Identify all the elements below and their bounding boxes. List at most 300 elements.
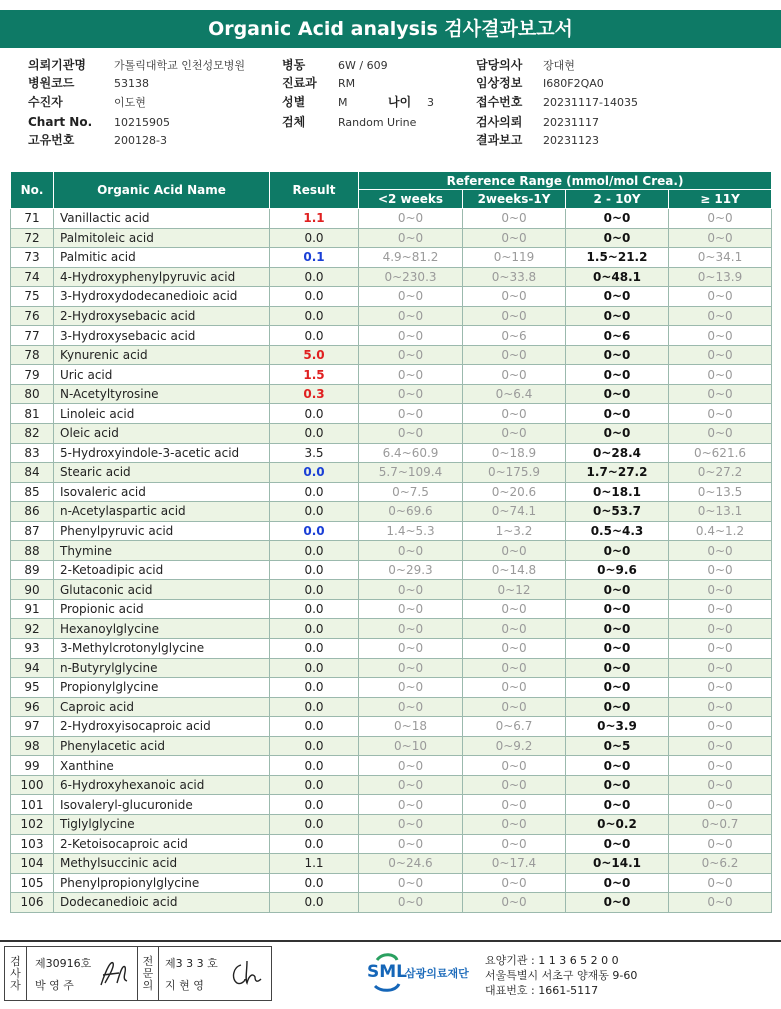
footer-divider bbox=[0, 940, 781, 942]
row-no: 102 bbox=[11, 814, 54, 834]
row-ref-2-10y: 1.7~27.2 bbox=[566, 463, 669, 483]
row-result bbox=[270, 795, 359, 815]
specialist-license: 제3 3 3 호 bbox=[165, 957, 218, 970]
row-result bbox=[270, 248, 359, 268]
row-ref-11y: 0~0 bbox=[669, 306, 772, 326]
row-name: Kynurenic acid bbox=[54, 345, 270, 365]
row-ref-2-10y: 0~0 bbox=[566, 893, 669, 913]
result-value: 0.0 bbox=[304, 836, 324, 851]
table-row bbox=[11, 228, 772, 248]
vlabel-char: 전 bbox=[142, 954, 154, 968]
institution-address: 서울특별시 서초구 양재동 9-60 bbox=[485, 969, 638, 982]
row-ref-2w-1y: 0~0 bbox=[463, 873, 566, 893]
clinical-label: 임상정보 bbox=[476, 76, 523, 90]
row-ref-under-2w: 0~29.3 bbox=[359, 560, 463, 580]
row-result bbox=[270, 580, 359, 600]
row-name: Dodecanedioic acid bbox=[54, 893, 270, 913]
row-ref-2w-1y: 0~0 bbox=[463, 209, 566, 229]
row-ref-2w-1y: 0~17.4 bbox=[463, 854, 566, 874]
row-ref-2w-1y: 0~0 bbox=[463, 795, 566, 815]
specimen-label: 검체 bbox=[282, 115, 306, 129]
row-ref-under-2w: 0~0 bbox=[359, 365, 463, 385]
row-result bbox=[270, 326, 359, 346]
row-result bbox=[270, 619, 359, 639]
row-ref-2w-1y: 0~0 bbox=[463, 639, 566, 659]
row-ref-2w-1y: 0~0 bbox=[463, 619, 566, 639]
row-name: Phenylpyruvic acid bbox=[54, 521, 270, 541]
row-ref-under-2w: 0~0 bbox=[359, 834, 463, 854]
row-ref-2-10y: 0~5 bbox=[566, 736, 669, 756]
row-ref-11y: 0~0 bbox=[669, 736, 772, 756]
row-ref-11y: 0~0 bbox=[669, 678, 772, 698]
row-ref-under-2w: 0~0 bbox=[359, 599, 463, 619]
inspector-vlabel bbox=[5, 947, 27, 1000]
result-value: 0.0 bbox=[304, 817, 324, 832]
table-row bbox=[11, 502, 772, 522]
row-name: Phenylpropionylglycine bbox=[54, 873, 270, 893]
row-result bbox=[270, 365, 359, 385]
row-ref-11y: 0~13.1 bbox=[669, 502, 772, 522]
table-row bbox=[11, 658, 772, 678]
row-no: 98 bbox=[11, 736, 54, 756]
row-ref-2w-1y: 0~12 bbox=[463, 580, 566, 600]
sex-value: M bbox=[338, 96, 348, 109]
table-row bbox=[11, 717, 772, 737]
row-no: 92 bbox=[11, 619, 54, 639]
row-name: Caproic acid bbox=[54, 697, 270, 717]
table-row bbox=[11, 678, 772, 698]
inspector-license: 제30916호 bbox=[35, 957, 92, 970]
result-value: 0.0 bbox=[304, 699, 324, 714]
row-ref-2-10y: 0.5~4.3 bbox=[566, 521, 669, 541]
row-ref-2-10y: 1.5~21.2 bbox=[566, 248, 669, 268]
row-result bbox=[270, 756, 359, 776]
row-ref-2-10y: 0~0 bbox=[566, 306, 669, 326]
row-name: 3-Hydroxysebacic acid bbox=[54, 326, 270, 346]
row-ref-2-10y: 0~0 bbox=[566, 756, 669, 776]
clinical-value: I680F2QA0 bbox=[543, 77, 604, 90]
row-result bbox=[270, 873, 359, 893]
row-ref-11y: 0~27.2 bbox=[669, 463, 772, 483]
row-ref-11y: 0~0 bbox=[669, 893, 772, 913]
row-ref-2w-1y: 0~0 bbox=[463, 345, 566, 365]
row-result bbox=[270, 560, 359, 580]
table-row bbox=[11, 775, 772, 795]
row-result bbox=[270, 345, 359, 365]
row-result bbox=[270, 678, 359, 698]
row-result bbox=[270, 814, 359, 834]
col-ref-under-2w: <2 weeks bbox=[359, 190, 463, 209]
institution-code: 요양기관 : 1 1 3 6 5 2 0 0 bbox=[485, 954, 619, 967]
row-result bbox=[270, 463, 359, 483]
row-ref-under-2w: 0~0 bbox=[359, 541, 463, 561]
row-ref-11y: 0~0 bbox=[669, 697, 772, 717]
doctor-value: 장대현 bbox=[543, 59, 575, 72]
table-row bbox=[11, 873, 772, 893]
col-ref-header: Reference Range (mmol/mol Crea.) bbox=[359, 172, 772, 190]
row-ref-2w-1y: 0~18.9 bbox=[463, 443, 566, 463]
row-ref-2-10y: 0~0 bbox=[566, 658, 669, 678]
row-no: 96 bbox=[11, 697, 54, 717]
table-row bbox=[11, 639, 772, 659]
table-row bbox=[11, 619, 772, 639]
row-result bbox=[270, 541, 359, 561]
row-no: 77 bbox=[11, 326, 54, 346]
row-ref-11y: 0~0 bbox=[669, 775, 772, 795]
row-name: Palmitic acid bbox=[54, 248, 270, 268]
row-ref-11y: 0~0 bbox=[669, 384, 772, 404]
row-name: Vanillactic acid bbox=[54, 209, 270, 229]
result-value: 0.0 bbox=[304, 230, 324, 245]
row-ref-2-10y: 0~0 bbox=[566, 424, 669, 444]
row-ref-2w-1y: 0~74.1 bbox=[463, 502, 566, 522]
vlabel-char: 문 bbox=[142, 966, 154, 980]
row-ref-under-2w: 4.9~81.2 bbox=[359, 248, 463, 268]
row-ref-2w-1y: 0~33.8 bbox=[463, 267, 566, 287]
table-row bbox=[11, 482, 772, 502]
row-name: 2-Hydroxysebacic acid bbox=[54, 306, 270, 326]
row-ref-under-2w: 0~0 bbox=[359, 795, 463, 815]
row-ref-under-2w: 0~0 bbox=[359, 639, 463, 659]
row-ref-11y: 0~0 bbox=[669, 209, 772, 229]
row-no: 75 bbox=[11, 287, 54, 307]
hospital-value: 가톨릭대학교 인천성모병원 bbox=[114, 59, 246, 72]
row-ref-2-10y: 0~18.1 bbox=[566, 482, 669, 502]
row-ref-2w-1y: 1~3.2 bbox=[463, 521, 566, 541]
table-row bbox=[11, 287, 772, 307]
result-value: 0.0 bbox=[304, 269, 324, 284]
row-ref-2w-1y: 0~175.9 bbox=[463, 463, 566, 483]
table-row bbox=[11, 795, 772, 815]
result-value: 3.5 bbox=[304, 445, 324, 460]
row-result bbox=[270, 228, 359, 248]
table-row bbox=[11, 736, 772, 756]
table-row bbox=[11, 345, 772, 365]
row-ref-under-2w: 0~7.5 bbox=[359, 482, 463, 502]
row-ref-under-2w: 0~69.6 bbox=[359, 502, 463, 522]
row-ref-under-2w: 0~0 bbox=[359, 756, 463, 776]
row-ref-11y: 0~621.6 bbox=[669, 443, 772, 463]
row-result bbox=[270, 697, 359, 717]
row-result bbox=[270, 482, 359, 502]
row-no: 104 bbox=[11, 854, 54, 874]
row-ref-2-10y: 0~0 bbox=[566, 678, 669, 698]
row-ref-2-10y: 0~0 bbox=[566, 639, 669, 659]
row-no: 87 bbox=[11, 521, 54, 541]
row-name: Methylsuccinic acid bbox=[54, 854, 270, 874]
row-ref-under-2w: 0~0 bbox=[359, 893, 463, 913]
age-label: 나이 bbox=[388, 95, 412, 109]
dept-label: 진료과 bbox=[282, 76, 317, 90]
inspector-name: 박 영 주 bbox=[35, 979, 74, 992]
row-ref-2-10y: 0~3.9 bbox=[566, 717, 669, 737]
row-ref-2-10y: 0~0 bbox=[566, 599, 669, 619]
row-ref-2w-1y: 0~0 bbox=[463, 756, 566, 776]
row-ref-11y: 0~0 bbox=[669, 639, 772, 659]
row-ref-2w-1y: 0~0 bbox=[463, 775, 566, 795]
row-ref-under-2w: 5.7~109.4 bbox=[359, 463, 463, 483]
row-no: 83 bbox=[11, 443, 54, 463]
row-ref-11y: 0~0 bbox=[669, 404, 772, 424]
row-ref-2-10y: 0~0 bbox=[566, 404, 669, 424]
result-value: 1.1 bbox=[304, 856, 324, 871]
doctor-label: 담당의사 bbox=[476, 58, 523, 72]
row-no: 86 bbox=[11, 502, 54, 522]
sex-label: 성별 bbox=[282, 95, 306, 109]
row-ref-2w-1y: 0~0 bbox=[463, 306, 566, 326]
row-ref-2w-1y: 0~6 bbox=[463, 326, 566, 346]
row-ref-under-2w: 0~18 bbox=[359, 717, 463, 737]
table-row bbox=[11, 404, 772, 424]
row-result bbox=[270, 658, 359, 678]
row-no: 101 bbox=[11, 795, 54, 815]
row-ref-under-2w: 0~0 bbox=[359, 619, 463, 639]
row-name: n-Butyrylglycine bbox=[54, 658, 270, 678]
row-result bbox=[270, 736, 359, 756]
row-name: 6-Hydroxyhexanoic acid bbox=[54, 775, 270, 795]
result-value: 0.0 bbox=[304, 289, 324, 304]
result-value: 0.0 bbox=[304, 582, 324, 597]
row-no: 106 bbox=[11, 893, 54, 913]
row-ref-under-2w: 6.4~60.9 bbox=[359, 443, 463, 463]
table-row bbox=[11, 248, 772, 268]
row-result bbox=[270, 854, 359, 874]
row-no: 80 bbox=[11, 384, 54, 404]
row-result bbox=[270, 443, 359, 463]
row-no: 72 bbox=[11, 228, 54, 248]
row-ref-2-10y: 0~0 bbox=[566, 345, 669, 365]
org-name: 삼광의료재단 bbox=[405, 967, 469, 980]
result-value: 0.0 bbox=[304, 778, 324, 793]
row-ref-2-10y: 0~6 bbox=[566, 326, 669, 346]
reception-label: 접수번호 bbox=[476, 95, 523, 109]
row-ref-2-10y: 0~0 bbox=[566, 873, 669, 893]
col-ref-11y: ≥ 11Y bbox=[669, 190, 772, 209]
table-row bbox=[11, 834, 772, 854]
row-ref-11y: 0~6.2 bbox=[669, 854, 772, 874]
row-name: Xanthine bbox=[54, 756, 270, 776]
row-ref-2w-1y: 0~0 bbox=[463, 287, 566, 307]
row-ref-under-2w: 0~0 bbox=[359, 658, 463, 678]
result-value: 0.0 bbox=[304, 602, 324, 617]
row-ref-under-2w: 0~10 bbox=[359, 736, 463, 756]
row-ref-2-10y: 0~0 bbox=[566, 365, 669, 385]
row-ref-11y: 0~0 bbox=[669, 365, 772, 385]
row-ref-under-2w: 0~0 bbox=[359, 326, 463, 346]
table-row bbox=[11, 209, 772, 229]
result-value: 1.5 bbox=[303, 367, 325, 382]
row-ref-11y: 0~34.1 bbox=[669, 248, 772, 268]
row-result bbox=[270, 306, 359, 326]
row-ref-2w-1y: 0~0 bbox=[463, 365, 566, 385]
row-ref-11y: 0~0 bbox=[669, 873, 772, 893]
row-ref-11y: 0~0 bbox=[669, 541, 772, 561]
specialist-vlabel bbox=[137, 947, 159, 1000]
row-ref-under-2w: 0~0 bbox=[359, 697, 463, 717]
row-result bbox=[270, 717, 359, 737]
row-ref-2w-1y: 0~9.2 bbox=[463, 736, 566, 756]
row-ref-under-2w: 0~0 bbox=[359, 209, 463, 229]
result-value: 0.0 bbox=[304, 426, 324, 441]
row-no: 90 bbox=[11, 580, 54, 600]
row-ref-11y: 0~0 bbox=[669, 287, 772, 307]
row-ref-11y: 0~0 bbox=[669, 424, 772, 444]
row-ref-2-10y: 0~9.6 bbox=[566, 560, 669, 580]
age-value: 3 bbox=[427, 96, 434, 109]
table-row bbox=[11, 756, 772, 776]
unique-label: 고유번호 bbox=[28, 133, 75, 147]
row-ref-11y: 0~13.5 bbox=[669, 482, 772, 502]
col-ref-2-10y: 2 - 10Y bbox=[566, 190, 669, 209]
institution-info bbox=[485, 953, 637, 998]
row-name: 3-Methylcrotonylglycine bbox=[54, 639, 270, 659]
row-name: Oleic acid bbox=[54, 424, 270, 444]
row-ref-11y: 0~0 bbox=[669, 834, 772, 854]
row-name: 2-Ketoadipic acid bbox=[54, 560, 270, 580]
row-ref-2-10y: 0~14.1 bbox=[566, 854, 669, 874]
result-value: 0.0 bbox=[304, 309, 324, 323]
row-no: 76 bbox=[11, 306, 54, 326]
row-ref-2-10y: 0~0 bbox=[566, 775, 669, 795]
table-row bbox=[11, 893, 772, 913]
row-no: 97 bbox=[11, 717, 54, 737]
row-ref-2w-1y: 0~0 bbox=[463, 228, 566, 248]
row-ref-2-10y: 0~0 bbox=[566, 580, 669, 600]
result-value: 0.1 bbox=[303, 250, 325, 265]
table-row bbox=[11, 580, 772, 600]
result-value: 0.0 bbox=[303, 524, 325, 539]
row-ref-under-2w: 0~24.6 bbox=[359, 854, 463, 874]
result-value: 0.0 bbox=[304, 543, 324, 558]
result-value: 0.0 bbox=[304, 797, 324, 812]
row-name: Thymine bbox=[54, 541, 270, 561]
chart-label: Chart No. bbox=[28, 115, 93, 129]
row-ref-2w-1y: 0~0 bbox=[463, 893, 566, 913]
receiver-label: 수진자 bbox=[28, 95, 63, 109]
result-value: 0.0 bbox=[303, 465, 325, 480]
inspector-signature bbox=[97, 957, 133, 991]
receiver-value: 이도현 bbox=[114, 96, 146, 109]
row-result bbox=[270, 209, 359, 229]
row-name: N-Acetyltyrosine bbox=[54, 384, 270, 404]
col-no-header: No. bbox=[11, 172, 54, 209]
row-result bbox=[270, 404, 359, 424]
row-ref-2w-1y: 0~0 bbox=[463, 658, 566, 678]
row-ref-11y: 0~0 bbox=[669, 717, 772, 737]
row-name: 5-Hydroxyindole-3-acetic acid bbox=[54, 443, 270, 463]
row-ref-11y: 0~0 bbox=[669, 580, 772, 600]
row-ref-under-2w: 0~0 bbox=[359, 775, 463, 795]
row-no: 79 bbox=[11, 365, 54, 385]
row-ref-2w-1y: 0~0 bbox=[463, 697, 566, 717]
row-ref-under-2w: 0~0 bbox=[359, 873, 463, 893]
table-row bbox=[11, 541, 772, 561]
row-name: 3-Hydroxydodecanedioic acid bbox=[54, 287, 270, 307]
row-no: 74 bbox=[11, 267, 54, 287]
row-name: Isovaleryl-glucuronide bbox=[54, 795, 270, 815]
row-ref-11y: 0~0 bbox=[669, 326, 772, 346]
row-ref-11y: 0~0 bbox=[669, 599, 772, 619]
row-ref-2w-1y: 0~0 bbox=[463, 541, 566, 561]
dept-value: RM bbox=[338, 77, 356, 90]
row-ref-11y: 0.4~1.2 bbox=[669, 521, 772, 541]
table-row bbox=[11, 326, 772, 346]
row-ref-2-10y: 0~28.4 bbox=[566, 443, 669, 463]
row-ref-under-2w: 0~0 bbox=[359, 424, 463, 444]
table-row bbox=[11, 384, 772, 404]
row-ref-2-10y: 0~0 bbox=[566, 228, 669, 248]
result-value: 0.0 bbox=[304, 895, 324, 910]
row-name: 4-Hydroxyphenylpyruvic acid bbox=[54, 267, 270, 287]
request-value: 20231117 bbox=[543, 116, 599, 129]
reception-value: 20231117-14035 bbox=[543, 96, 638, 109]
row-ref-under-2w: 0~0 bbox=[359, 287, 463, 307]
result-value: 0.0 bbox=[304, 680, 324, 695]
row-no: 91 bbox=[11, 599, 54, 619]
row-name: Propionylglycine bbox=[54, 678, 270, 698]
row-ref-2w-1y: 0~0 bbox=[463, 404, 566, 424]
row-result bbox=[270, 775, 359, 795]
row-ref-2w-1y: 0~0 bbox=[463, 599, 566, 619]
result-value: 0.3 bbox=[303, 387, 325, 402]
row-name: Linoleic acid bbox=[54, 404, 270, 424]
row-name: Phenylacetic acid bbox=[54, 736, 270, 756]
row-ref-11y: 0~13.9 bbox=[669, 267, 772, 287]
table-row bbox=[11, 521, 772, 541]
table-row bbox=[11, 306, 772, 326]
result-value: 0.0 bbox=[304, 758, 324, 773]
report-title: Organic Acid analysis 검사결과보고서 bbox=[0, 10, 781, 48]
row-result bbox=[270, 384, 359, 404]
specialist-signature bbox=[227, 957, 267, 991]
result-value: 0.0 bbox=[304, 328, 324, 343]
table-row bbox=[11, 560, 772, 580]
row-ref-2w-1y: 0~119 bbox=[463, 248, 566, 268]
code-label: 병원코드 bbox=[28, 76, 75, 90]
row-ref-2w-1y: 0~0 bbox=[463, 834, 566, 854]
row-no: 103 bbox=[11, 834, 54, 854]
row-name: Palmitoleic acid bbox=[54, 228, 270, 248]
chart-value: 10215905 bbox=[114, 116, 170, 129]
result-value: 0.0 bbox=[304, 563, 324, 578]
row-name: Tiglylglycine bbox=[54, 814, 270, 834]
row-name: Stearic acid bbox=[54, 463, 270, 483]
row-ref-2w-1y: 0~14.8 bbox=[463, 560, 566, 580]
row-result bbox=[270, 599, 359, 619]
unique-value: 200128-3 bbox=[114, 134, 167, 147]
table-row bbox=[11, 599, 772, 619]
row-result bbox=[270, 521, 359, 541]
table-row bbox=[11, 463, 772, 483]
sml-logo-text: SML bbox=[367, 962, 407, 982]
row-ref-2-10y: 0~0 bbox=[566, 541, 669, 561]
row-ref-2-10y: 0~0 bbox=[566, 697, 669, 717]
result-value: 1.1 bbox=[303, 211, 325, 226]
result-value: 0.0 bbox=[304, 406, 324, 421]
row-ref-under-2w: 0~0 bbox=[359, 404, 463, 424]
result-value: 0.0 bbox=[304, 660, 324, 675]
row-ref-2-10y: 0~0 bbox=[566, 384, 669, 404]
specialist-name: 지 현 영 bbox=[165, 979, 204, 992]
table-row bbox=[11, 267, 772, 287]
row-no: 95 bbox=[11, 678, 54, 698]
row-ref-2-10y: 0~0 bbox=[566, 834, 669, 854]
table-row bbox=[11, 854, 772, 874]
vlabel-char: 검 bbox=[10, 954, 21, 968]
row-name: 2-Ketoisocaproic acid bbox=[54, 834, 270, 854]
ward-label: 병동 bbox=[282, 58, 306, 72]
row-name: n-Acetylaspartic acid bbox=[54, 502, 270, 522]
